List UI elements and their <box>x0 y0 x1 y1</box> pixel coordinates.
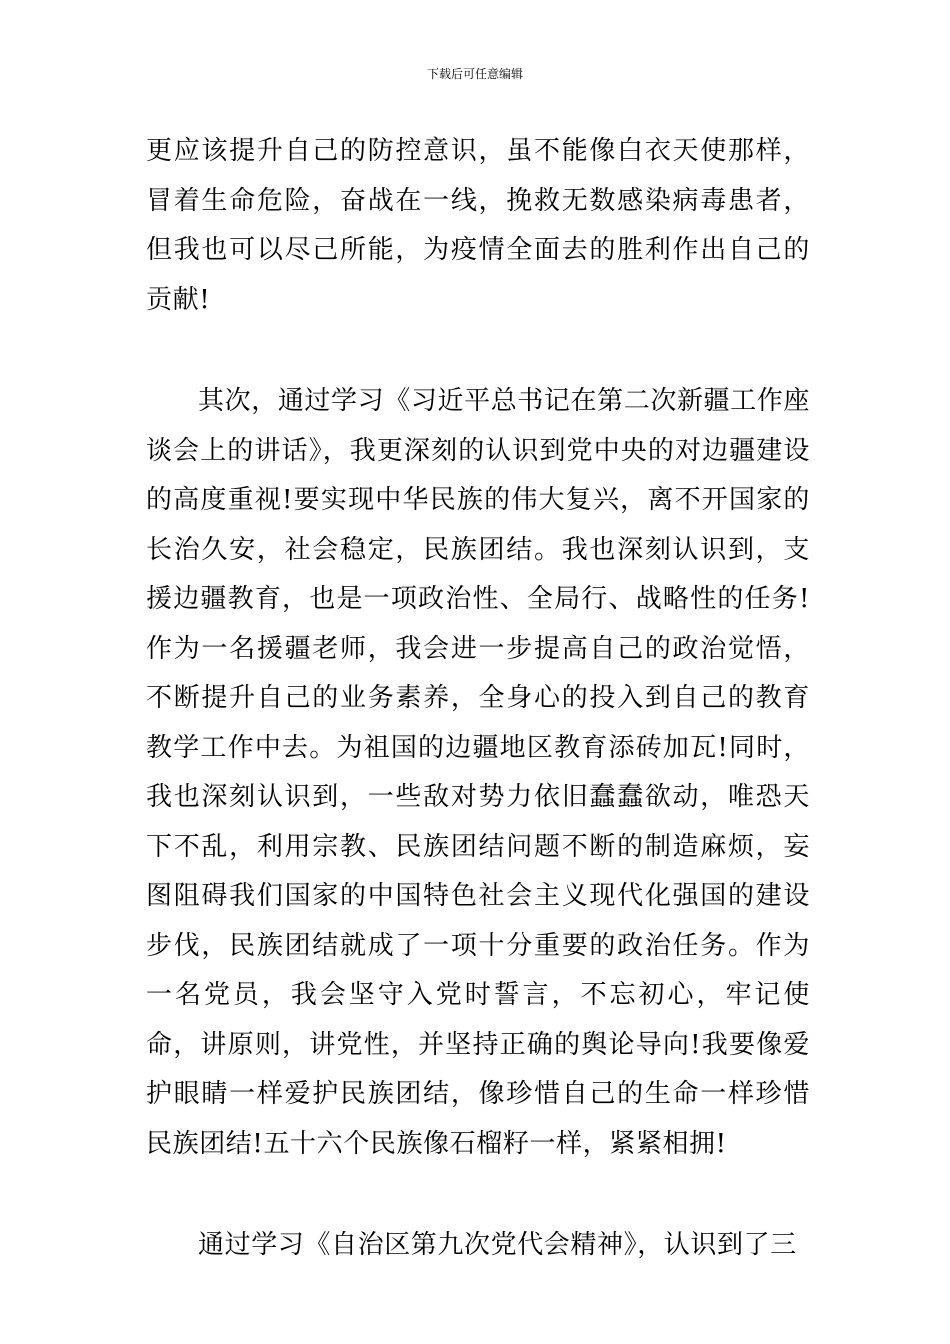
paragraph-spacer <box>146 1169 810 1221</box>
paragraph-continuation: 更应该提升自己的防控意识，虽不能像白衣天使那样，冒着生命危险，奋战在一线，挽救无数感染病毒患者，但我也可以尽己所能，为疫情全面去的胜利作出自己的贡献! <box>146 136 810 315</box>
page-header: 下载后可任意编辑 <box>426 67 523 81</box>
paragraph-second: 其次，通过学习《习近平总书记在第二次新疆工作座谈会上的讲话》，我更深刻的认识到党中央的对边疆建设的高度重视!要实现中华民族的伟大复兴，离不开国家的长治久安，社会稳定，民族团结。我也深刻认识到，支援边疆教育，也是一项政治性、全局行、战略性的任务!作为一名援疆老师，我会进一步提高自己的政治觉悟，不断提升自己的业务素养，全身心的投入到自己的教育教学工作中去。为祖国的边疆地区教育添砖加瓦!同时，我也深刻认识到，一些敌对势力依旧蠢蠢欲动，唯恐天下不乱，利用宗教、民族团结问题不断的制造麻烦，妄图阻碍我们国家的中国特色社会主义现代化强国的建设步伐，民族团结就成了一项十分重要的政治任务。作为一名党员，我会坚守入党时誓言，不忘初心，牢记使命，讲原则，讲党性，并坚持正确的舆论导向!我要像爱护眼睛一样爱护民族团结，像珍惜自己的生命一样珍惜民族团结!五十六个民族像石榴籽一样，紧紧相拥! <box>146 386 810 1159</box>
paragraph-third: 通过学习《自治区第九次党代会精神》，认识到了三 <box>198 1230 797 1260</box>
paragraph-spacer <box>146 325 810 377</box>
document-body <box>146 127 810 1271</box>
